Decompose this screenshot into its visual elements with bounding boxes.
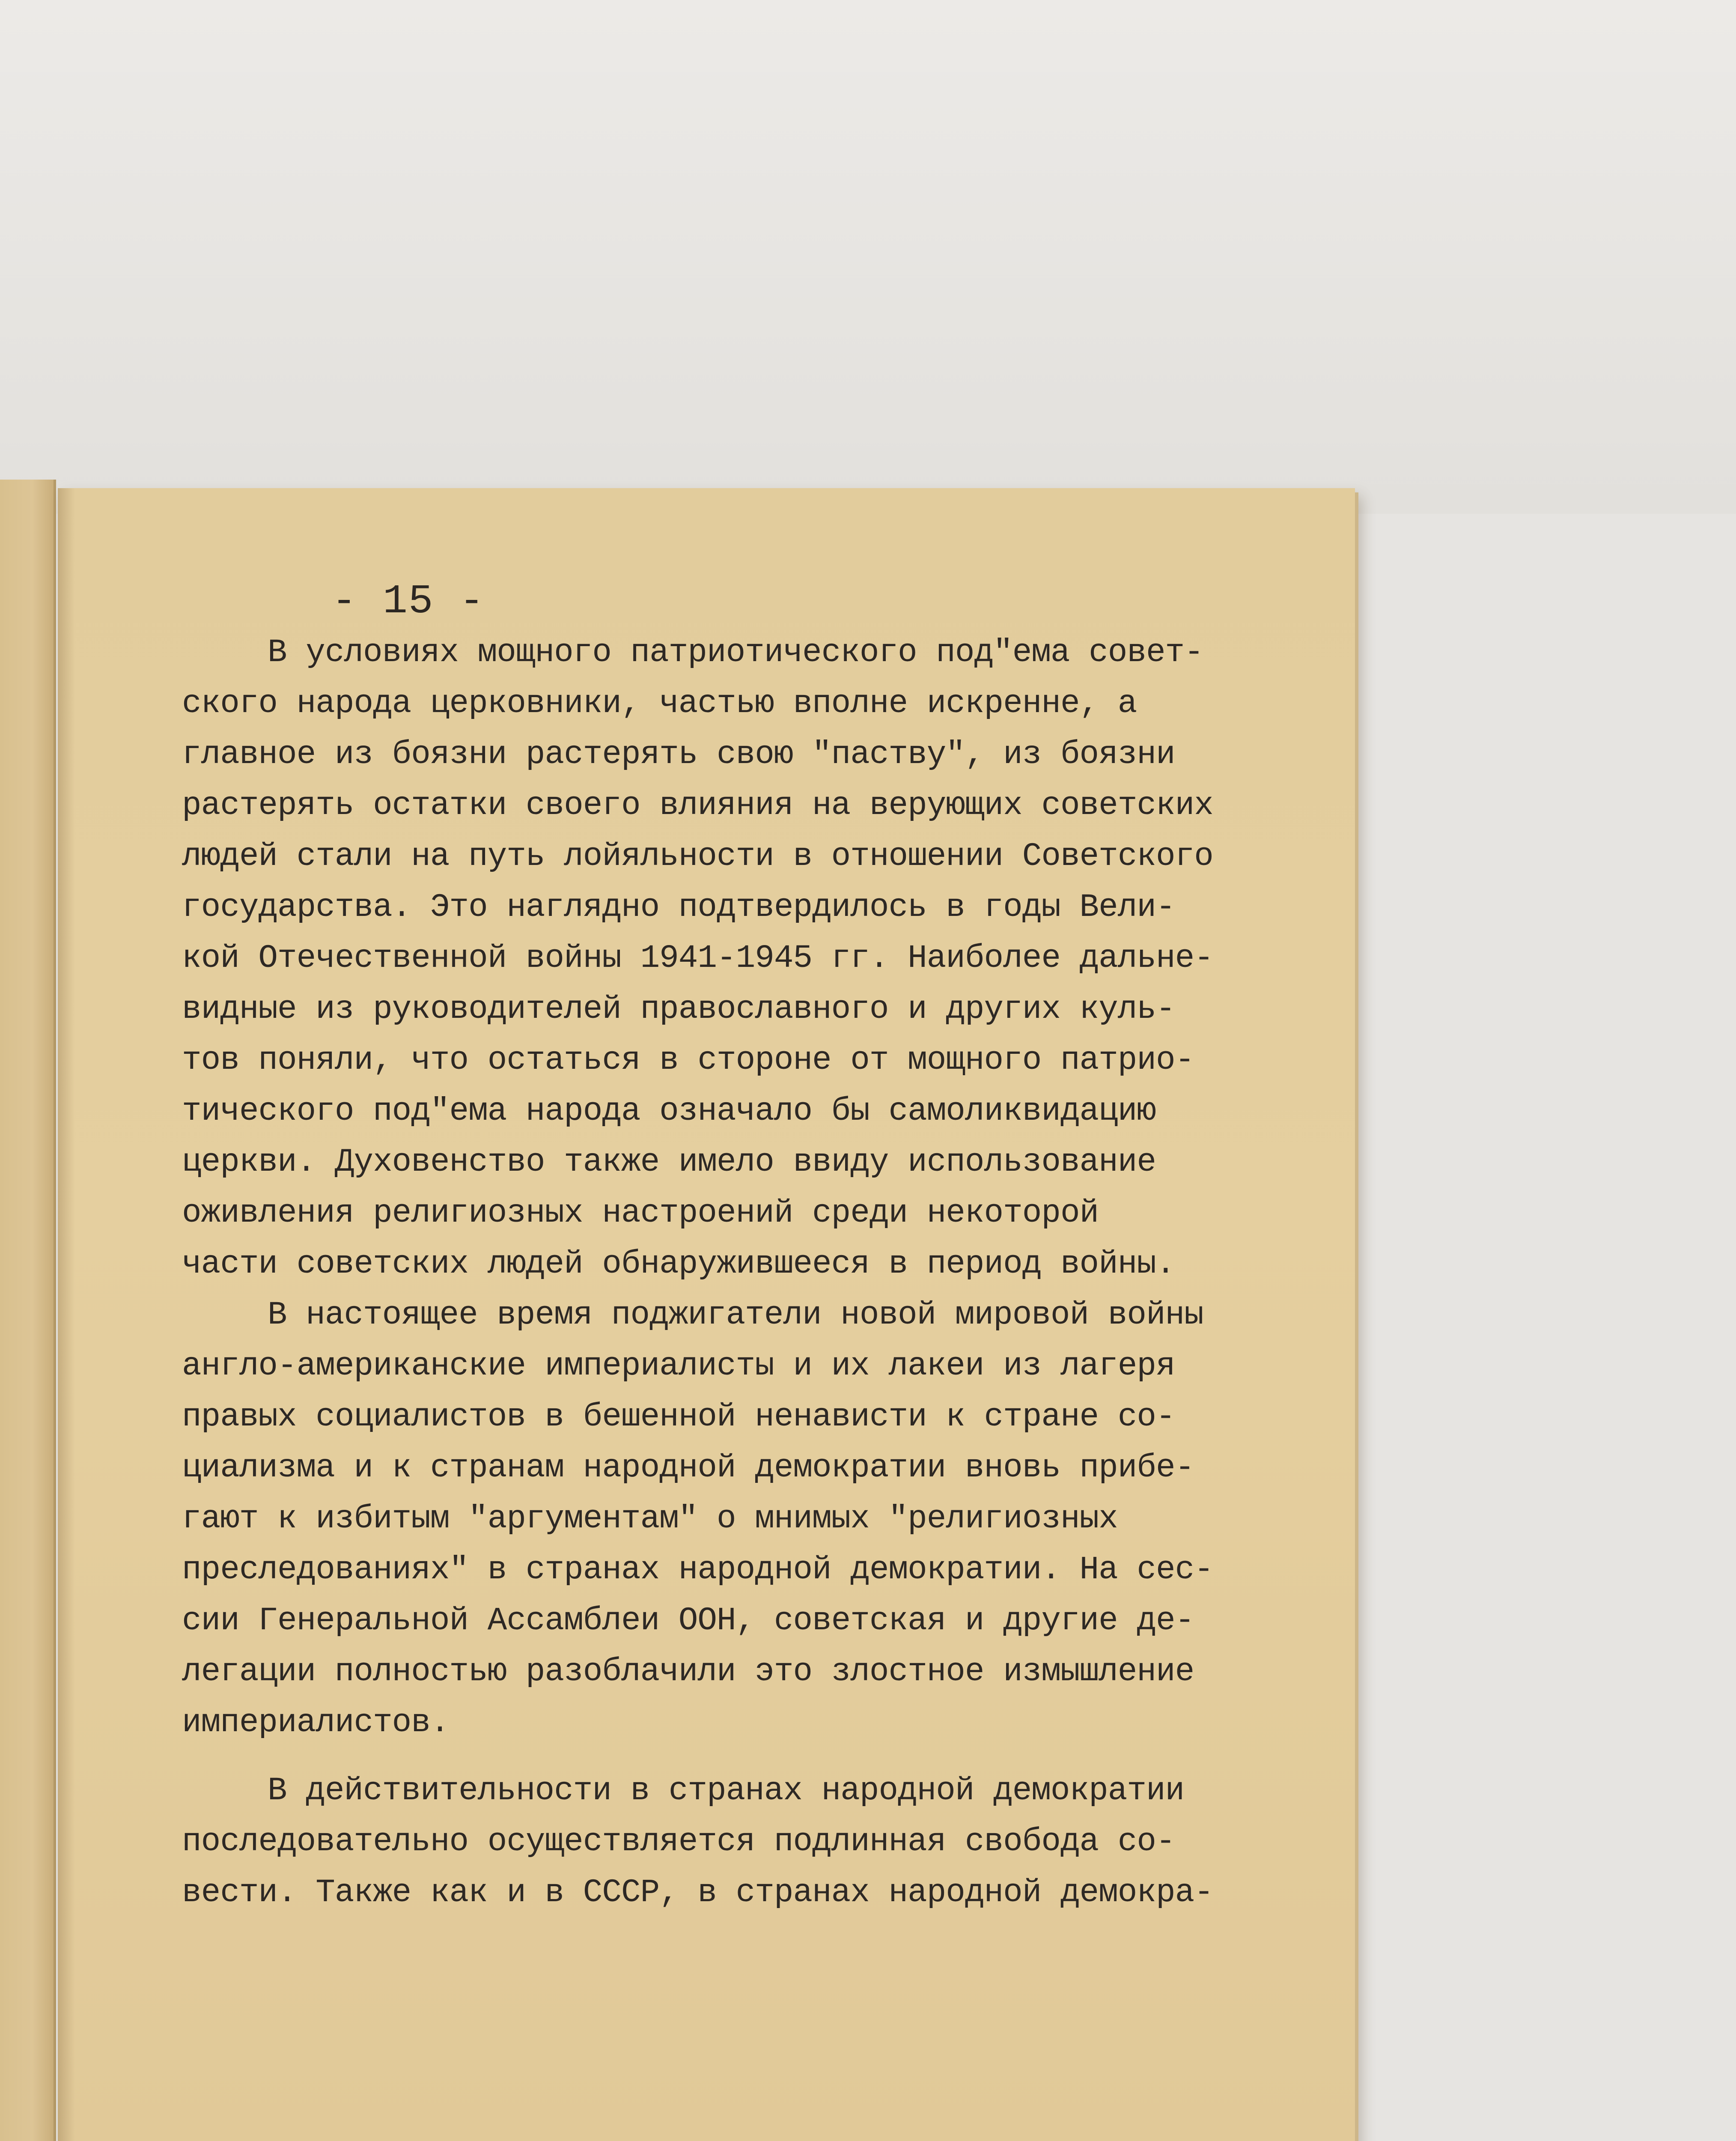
document-page [58,488,1355,2141]
previous-page-edge [0,480,56,2141]
text-line: тического под"ема народа означало бы самоликвидацию [182,1093,1156,1130]
text-line: главное из боязни растерять свою "паству", из боязни [182,736,1175,773]
text-line: В действительности в странах народной демократии [268,1772,1185,1809]
text-line: вести. Также как и в СССР, в странах народной демокра- [182,1874,1213,1911]
text-line: церкви. Духовенство также имело ввиду использование [182,1144,1156,1181]
paragraph-gap [182,1748,1312,1765]
text-line: сии Генеральной Ассамблеи ООН, советская и другие де- [182,1602,1194,1639]
text-line: государства. Это наглядно подтвердилось в годы Вели- [182,889,1175,926]
text-line: преследованиях" в странах народной демократии. На сес- [182,1551,1213,1588]
text-line: ского народа церковники, частью вполне искренне, а [182,685,1137,722]
text-line: правых социалистов в бешенной ненависти к стране со- [182,1399,1175,1435]
text-line: циализма и к странам народной демократии вновь прибе- [182,1449,1194,1486]
text-line: части советских людей обнаружившееся в период войны. [182,1246,1175,1282]
text-line: людей стали на путь лойяльности в отношении Советского [182,838,1213,875]
text-line: гают к избитым "аргументам" о мнимых "религиозных [182,1500,1118,1537]
text-line: В настоящее время поджигатели новой мировой войны [268,1297,1203,1333]
text-line: тов поняли, что остаться в стороне от мощного патрио- [182,1042,1194,1079]
text-line: англо-американские империалисты и их лакеи из лагеря [182,1348,1175,1384]
text-line: оживления религиозных настроений среди некоторой [182,1195,1099,1232]
text-line: империалистов. [182,1704,450,1741]
text-line: видные из руководителей православного и других куль- [182,991,1175,1028]
background [0,0,1736,514]
text-line: растерять остатки своего влияния на верующих советских [182,787,1213,824]
text-line: В условиях мощного патриотического под"ема совет- [268,634,1203,671]
text-line: кой Отечественной войны 1941-1945 гг. Наиболее дальне- [182,940,1213,977]
text-line: легации полностью разоблачили это злостное измышление [182,1653,1194,1690]
typed-text-body [182,627,1312,1918]
page-number: - 15 - [332,578,485,625]
text-line: последовательно осуществляется подлинная свобода со- [182,1823,1175,1860]
